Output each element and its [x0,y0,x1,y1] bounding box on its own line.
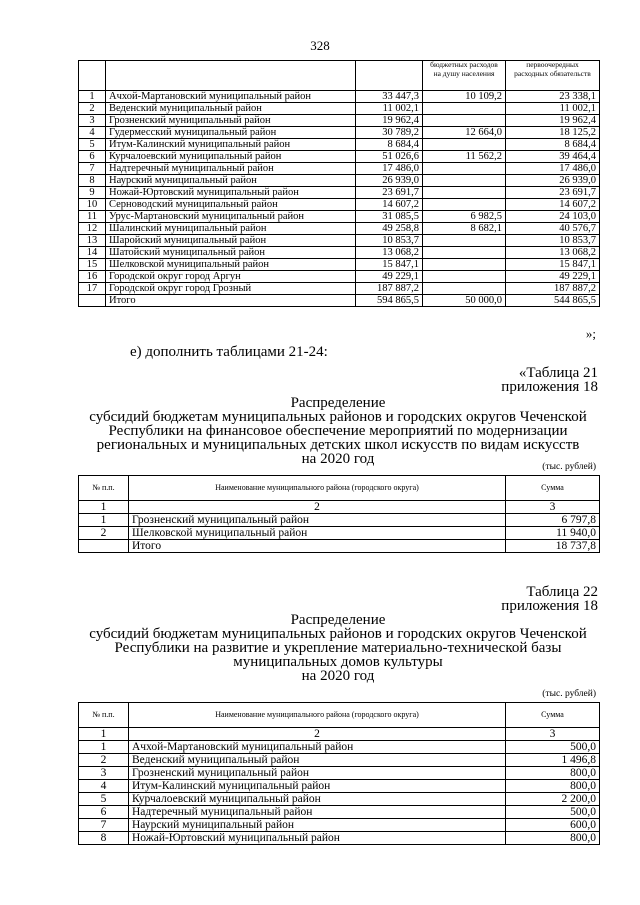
table-cell: 49 229,1 [356,271,423,283]
table-cell: Итум-Калинский муниципальный район [129,780,506,793]
table-cell: 17 486,0 [356,163,423,175]
table-cell [423,199,506,211]
table-cell: 10 853,7 [356,235,423,247]
table-cell: 1 [79,91,106,103]
table-row [79,283,600,295]
title-line: субсидий бюджетам муниципальных районов и городских округов Чеченской [89,626,587,642]
table-cell: Грозненский муниципальный район [106,115,356,127]
table-cell: 10 [79,199,106,211]
title-line: Распределение [290,612,386,628]
table-cell: 50 000,0 [423,295,506,307]
table-cell: 49 258,8 [356,223,423,235]
table-cell: Шелковской муниципальный район [106,259,356,271]
table-cell: 3 [79,767,129,780]
table-cell: 19 962,4 [506,115,600,127]
table-cell: 16 [79,271,106,283]
table-cell: 6 [79,806,129,819]
table-cell: Итого [106,295,356,307]
table-cell [423,271,506,283]
table-cell: 2 [129,501,506,514]
table-cell: Городской округ город Грозный [106,283,356,295]
table-row [79,187,600,199]
table-cell: 12 [79,223,106,235]
table-22-title [70,613,606,683]
table-cell: Ачхой-Мартановский муниципальный район [129,741,506,754]
table-cell: 15 [79,259,106,271]
table-cell [423,103,506,115]
table-cell: 6 [79,151,106,163]
table-cell: 11 562,2 [423,151,506,163]
table-cell: 14 607,2 [356,199,423,211]
table-row [79,235,600,247]
table-cell: 3 [506,728,600,741]
title-line: Республики на финансовое обеспечение мероприятий по модернизации [108,423,568,439]
table-cell: 23 691,7 [506,187,600,199]
table-row [79,223,600,235]
table-cell: 40 576,7 [506,223,600,235]
table-row [79,247,600,259]
table-cell: 31 085,5 [356,211,423,223]
table-cell: Шалинский муниципальный район [106,223,356,235]
table-cell [423,139,506,151]
table-cell: Шаройский муниципальный район [106,235,356,247]
table-cell: 24 103,0 [506,211,600,223]
table-cell: 49 229,1 [506,271,600,283]
table-cell [79,540,129,553]
table-cell: 11 002,1 [506,103,600,115]
table-cell: 8 684,4 [506,139,600,151]
table-cell: 30 789,2 [356,127,423,139]
table-cell: 6 982,5 [423,211,506,223]
table-cell: 800,0 [506,832,600,845]
table-cell: 15 847,1 [506,259,600,271]
table-cell: Гудермесский муниципальный район [106,127,356,139]
table-cell: Наименование муниципального района (городского округа) [129,703,506,728]
table-cell: 13 068,2 [356,247,423,259]
table-cell: № п.п. [79,703,129,728]
table-cell: 5 [79,793,129,806]
table-cell: 14 [79,247,106,259]
table-22-units: (тыс. рублей) [542,689,596,699]
table-cell: 500,0 [506,741,600,754]
table-cell: Сумма [506,703,600,728]
table-cell: Наименование муниципального района (городского округа) [129,476,506,501]
table-cell: 1 [79,514,129,527]
table-row [79,91,600,103]
table-cell: Наурский муниципальный район [106,175,356,187]
table-row [79,728,600,741]
table-cell: 8 684,4 [356,139,423,151]
table-header-row [79,703,600,728]
table-cell: 33 447,3 [356,91,423,103]
table-21 [78,475,600,553]
table-cell [423,175,506,187]
table-cell [423,259,506,271]
table-cell: 13 068,2 [506,247,600,259]
table-cell: 8 [79,832,129,845]
table-cell: 7 [79,819,129,832]
table-21-units: (тыс. рублей) [542,462,596,472]
title-line: Распределение [290,395,386,411]
table-cell: 51 026,6 [356,151,423,163]
table-cell: 2 [79,527,129,540]
table-cell: Надтеречный муниципальный район [106,163,356,175]
table-cell: 1 496,8 [506,754,600,767]
table-cell [423,163,506,175]
table-cell: 14 607,2 [506,199,600,211]
table-cell: Шатойский муниципальный район [106,247,356,259]
table-row [79,754,600,767]
closing-quote: »; [585,326,596,341]
table-cell: 12 664,0 [423,127,506,139]
table-cell: 10 109,2 [423,91,506,103]
table-row [79,271,600,283]
table-22-label: Таблица 22 [526,584,598,600]
table-cell: 23 338,1 [506,91,600,103]
table-row [79,780,600,793]
table-cell: 18 125,2 [506,127,600,139]
table-cell: 544 865,5 [506,295,600,307]
table-row [79,832,600,845]
table-cell: Ачхой-Мартановский муниципальный район [106,91,356,103]
table-row [79,175,600,187]
table-cell: 4 [79,127,106,139]
table-row [79,501,600,514]
table-cell: 11 940,0 [506,527,600,540]
table-cell [79,61,106,91]
table-cell: 4 [79,780,129,793]
page-number: 328 [310,38,330,53]
table-cell: Веденский муниципальный район [106,103,356,115]
table-row [79,767,600,780]
table-cell: Шелковской муниципальный район [129,527,506,540]
table-row [79,103,600,115]
table-row [79,163,600,175]
table-cell: 39 464,4 [506,151,600,163]
table-cell: Курчалоевский муниципальный район [106,151,356,163]
table-cell [423,247,506,259]
title-line: муниципальных домов культуры [233,654,443,670]
table-cell: 2 [79,754,129,767]
table-row [79,259,600,271]
table-cell: Надтеречный муниципальный район [129,806,506,819]
table-cell [79,295,106,307]
title-line: региональных и муниципальных детских школ искусств по видам искусств [96,437,580,453]
table-row [79,199,600,211]
table-cell: 8 [79,175,106,187]
table-cell: 15 847,1 [356,259,423,271]
table-row [79,211,600,223]
table-cell: 187 887,2 [506,283,600,295]
table-row [79,295,600,307]
table-cell: 6 797,8 [506,514,600,527]
table-row [79,527,600,540]
table-cell [356,61,423,91]
table-21-appendix: приложения 18 [501,379,598,395]
table-21-label: «Таблица 21 [518,365,598,381]
table-21-title [70,396,606,466]
table-cell: 2 200,0 [506,793,600,806]
table-cell: 800,0 [506,780,600,793]
table-cell: 5 [79,139,106,151]
table-row [79,741,600,754]
table-cell: 17 486,0 [506,163,600,175]
table-cell: Грозненский муниципальный район [129,514,506,527]
table-cell: Наурский муниципальный район [129,819,506,832]
table-cell: 23 691,7 [356,187,423,199]
table-22 [78,702,600,845]
table-header-row [79,476,600,501]
table-row [79,139,600,151]
table-cell: Ножай-Юртовский муниципальный район [106,187,356,199]
table-cell: 19 962,4 [356,115,423,127]
table-cell: бюджетных расходов на душу населения [423,61,506,91]
table-cell: Серноводский муниципальный район [106,199,356,211]
table-cell: 1 [79,728,129,741]
table-header-row [79,61,600,91]
table-cell: Курчалоевский муниципальный район [129,793,506,806]
table-cell: 17 [79,283,106,295]
table-cell: 2 [129,728,506,741]
table-cell: Грозненский муниципальный район [129,767,506,780]
table-cell: 26 939,0 [356,175,423,187]
table-20-continuation [78,60,600,307]
title-line: на 2020 год [301,668,375,684]
table-cell: 800,0 [506,767,600,780]
table-cell: № п.п. [79,476,129,501]
table-cell: 600,0 [506,819,600,832]
table-cell: 8 682,1 [423,223,506,235]
table-cell: 18 737,8 [506,540,600,553]
table-cell: 13 [79,235,106,247]
table-row [79,819,600,832]
table-cell [423,115,506,127]
table-row [79,115,600,127]
table-22-appendix: приложения 18 [501,598,598,614]
table-cell: Ножай-Юртовский муниципальный район [129,832,506,845]
table-cell: 10 853,7 [506,235,600,247]
table-cell: 1 [79,501,129,514]
table-cell: 11 002,1 [356,103,423,115]
table-cell [106,61,356,91]
table-cell: 594 865,5 [356,295,423,307]
table-cell: первоочередных расходных обязательств [506,61,600,91]
title-line: субсидий бюджетам муниципальных районов и городских округов Чеченской [89,409,587,425]
table-cell: 500,0 [506,806,600,819]
table-cell [423,187,506,199]
table-cell: 11 [79,211,106,223]
table-cell: 1 [79,741,129,754]
table-cell: 7 [79,163,106,175]
title-line: на 2020 год [301,451,375,467]
table-cell: 3 [506,501,600,514]
table-cell: Итум-Калинский муниципальный район [106,139,356,151]
table-cell: Итого [129,540,506,553]
table-cell: 3 [79,115,106,127]
table-cell: Веденский муниципальный район [129,754,506,767]
table-cell: 187 887,2 [356,283,423,295]
table-row [79,793,600,806]
title-line: Республики на развитие и укрепление материально-технической базы [114,640,562,656]
table-row [79,514,600,527]
table-cell: 9 [79,187,106,199]
table-cell [423,235,506,247]
table-row [79,151,600,163]
table-cell: Городской округ город Аргун [106,271,356,283]
table-row [79,540,600,553]
table-cell: 26 939,0 [506,175,600,187]
table-cell: Урус-Мартановский муниципальный район [106,211,356,223]
table-cell: 2 [79,103,106,115]
table-cell: Сумма [506,476,600,501]
table-row [79,127,600,139]
amendment-text: е) дополнить таблицами 21-24: [130,344,328,360]
table-row [79,806,600,819]
table-cell [423,283,506,295]
